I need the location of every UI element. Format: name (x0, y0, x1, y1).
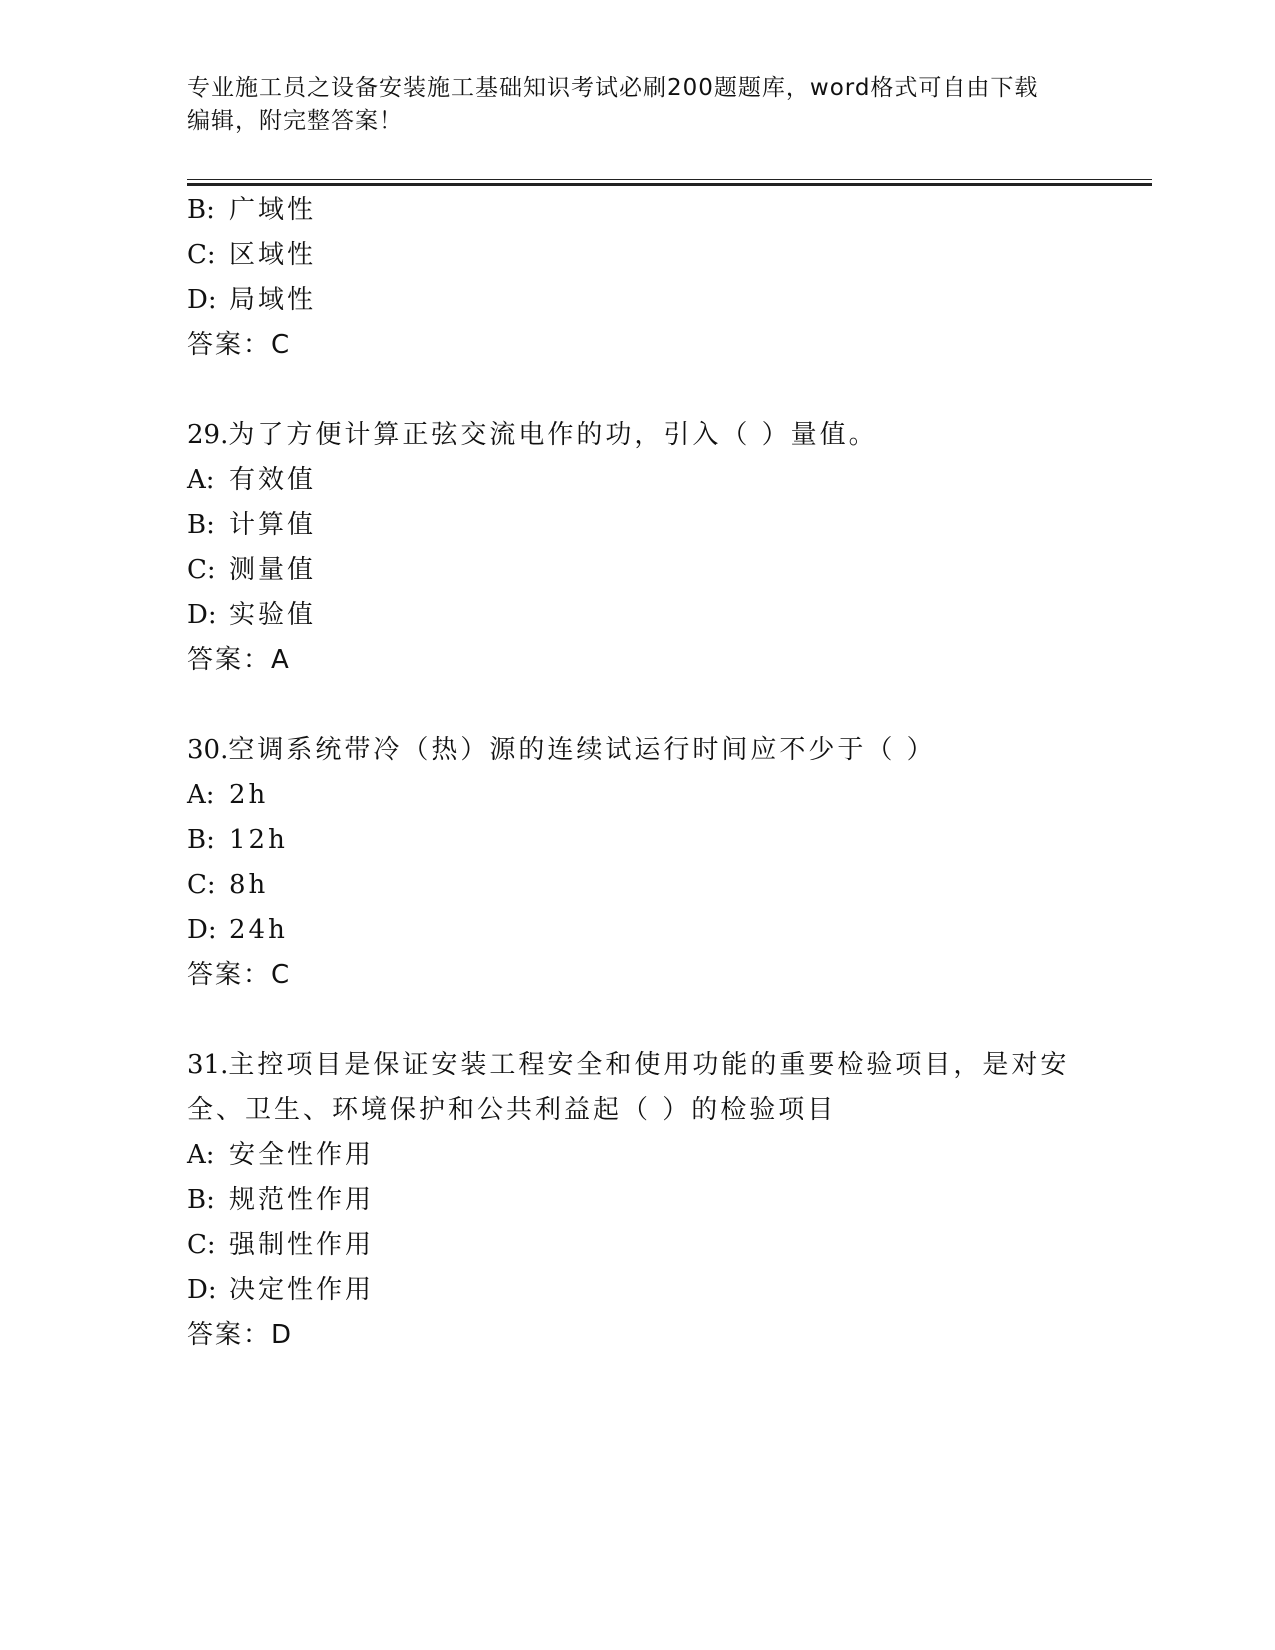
question-number: 31. (187, 1050, 229, 1080)
q29-option-b (187, 508, 316, 542)
q30-option-d (187, 913, 288, 947)
q28-option-d (187, 283, 316, 317)
option-text: 8h (229, 870, 269, 900)
option-letter: C: (187, 240, 216, 270)
option-letter: B: (187, 510, 215, 540)
q30-answer: 答案：C (187, 960, 292, 990)
option-text: 12h (229, 825, 288, 855)
option-letter: C: (187, 870, 216, 900)
option-letter: D: (187, 1275, 217, 1305)
option-text: 实验值 (229, 600, 317, 630)
q29-option-c (187, 553, 316, 587)
q31-option-a (187, 1138, 374, 1172)
q29-answer: 答案：A (187, 645, 291, 675)
q29-option-a (187, 463, 316, 497)
q30-option-c (187, 868, 268, 902)
header-divider-thin (187, 179, 1152, 180)
option-letter: B: (187, 1185, 215, 1215)
option-text: 24h (229, 915, 288, 945)
q31-question-line-1 (187, 1048, 1069, 1082)
question-number: 29. (187, 420, 229, 450)
option-text: 有效值 (229, 465, 317, 495)
option-text: 广域性 (229, 195, 317, 225)
option-letter: D: (187, 915, 217, 945)
q31-option-b (187, 1183, 374, 1217)
q30-question (187, 733, 936, 767)
q28-answer: 答案：C (187, 330, 292, 360)
option-text: 测量值 (229, 555, 317, 585)
option-text: 计算值 (229, 510, 317, 540)
q31-option-d (187, 1273, 374, 1307)
option-letter: B: (187, 195, 215, 225)
option-letter: A: (187, 1140, 215, 1170)
option-text: 区域性 (229, 240, 317, 270)
q31-answer: 答案：D (187, 1320, 294, 1350)
option-letter: C: (187, 555, 216, 585)
option-letter: D: (187, 600, 217, 630)
q28-option-b (187, 193, 316, 227)
header-divider-thick (187, 183, 1152, 186)
question-text: 空调系统带冷（热）源的连续试运行时间应不少于（ ） (228, 735, 936, 765)
question-number: 30. (187, 735, 229, 765)
option-letter: A: (187, 780, 215, 810)
option-text: 决定性作用 (229, 1275, 375, 1305)
q30-option-a (187, 778, 268, 812)
option-text: 强制性作用 (229, 1230, 375, 1260)
q30-option-b (187, 823, 288, 857)
q31-option-c (187, 1228, 374, 1262)
q29-question (187, 418, 878, 452)
q28-option-c (187, 238, 316, 272)
option-text: 2h (229, 780, 269, 810)
header-title-line-2: 编辑，附完整答案！ (187, 108, 403, 134)
document-header (187, 72, 1087, 138)
option-letter: A: (187, 465, 215, 495)
option-letter: C: (187, 1230, 216, 1260)
q31-question-line-2: 全、卫生、环境保护和公共利益起（ ）的检验项目 (187, 1095, 837, 1125)
header-title-line-1: 专业施工员之设备安装施工基础知识考试必刷200题题库，word格式可自由下载 (187, 75, 1039, 101)
option-text: 安全性作用 (229, 1140, 375, 1170)
q29-option-d (187, 598, 316, 632)
option-letter: D: (187, 285, 217, 315)
question-text: 为了方便计算正弦交流电作的功，引入（ ）量值。 (228, 420, 878, 450)
option-letter: B: (187, 825, 215, 855)
option-text: 局域性 (229, 285, 317, 315)
option-text: 规范性作用 (229, 1185, 375, 1215)
question-text: 主控项目是保证安装工程安全和使用功能的重要检验项目，是对安 (228, 1050, 1070, 1080)
